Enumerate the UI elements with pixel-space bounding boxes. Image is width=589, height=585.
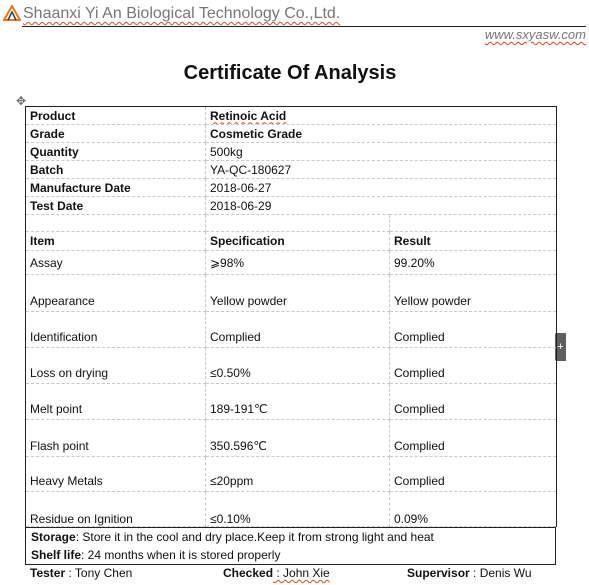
cell-item: Residue on Ignition [26, 492, 206, 527]
spacer-row [26, 215, 557, 232]
info-label: Batch [26, 161, 206, 179]
document-header [0, 0, 589, 52]
cell-result: 99.20% [390, 251, 557, 275]
cell-spec: ≤20ppm [206, 457, 390, 492]
page-title: Certificate Of Analysis [183, 62, 397, 84]
table-row [26, 384, 557, 420]
spacer-cell [206, 215, 390, 232]
cell-item: Flash point [26, 420, 206, 457]
expand-plus-icon[interactable]: + [555, 333, 566, 361]
shelf-life-text: : 24 months when it is stored properly [81, 548, 281, 562]
cell-spec: ⩾98% [206, 251, 390, 275]
cell-result: Complied [390, 348, 557, 384]
storage-note [31, 530, 434, 544]
checked-name: : John Xie [273, 566, 330, 580]
storage-label: Storage [31, 530, 76, 544]
shelf-life-label: Shelf life [31, 548, 82, 562]
info-row-manufacture-date [26, 179, 557, 197]
website-link[interactable]: www.sxyasw.com [484, 27, 586, 42]
cell-result: Complied [390, 384, 557, 420]
cell-item: Appearance [26, 275, 206, 312]
info-value: YA-QC-180627 [206, 161, 557, 179]
results-header-row [26, 232, 557, 251]
info-row-grade [26, 125, 557, 143]
cell-item: Identification [26, 312, 206, 348]
cell-result: Complied [390, 312, 557, 348]
company-name: Shaanxi Yi An Biological Technology Co.,Ltd. [23, 5, 341, 22]
info-label: Test Date [26, 197, 206, 215]
info-label: Product [26, 107, 206, 125]
col-header-item: Item [26, 232, 206, 251]
checked-signature [223, 566, 330, 580]
info-value: Retinoic Acid [206, 107, 557, 125]
cell-item: Loss on drying [26, 348, 206, 384]
spacer-cell [390, 215, 557, 232]
table-row [26, 251, 557, 275]
table-row [26, 348, 557, 384]
tester-signature [30, 566, 132, 580]
table-row [26, 457, 557, 492]
checked-label: Checked [223, 566, 274, 580]
move-handle-icon[interactable]: ✥ [15, 94, 27, 108]
info-label: Quantity [26, 143, 206, 161]
cell-spec: ≤0.10% [206, 492, 390, 527]
notes-box [25, 527, 556, 565]
storage-text: : Store it in the cool and dry place.Keep it from strong light and heat [75, 530, 434, 544]
supervisor-label: Supervisor [407, 566, 470, 580]
info-value: 2018-06-27 [206, 179, 557, 197]
cell-item: Heavy Metals [26, 457, 206, 492]
cell-spec: 350.596℃ [206, 420, 390, 457]
cell-spec: ≤0.50% [206, 348, 390, 384]
col-header-result: Result [390, 232, 557, 251]
table-row [26, 492, 557, 527]
tester-name: : Tony Chen [65, 566, 133, 580]
cell-result: Complied [390, 420, 557, 457]
cell-item: Melt point [26, 384, 206, 420]
cell-spec: Yellow powder [206, 275, 390, 312]
tester-label: Tester [30, 566, 66, 580]
cell-spec: Complied [206, 312, 390, 348]
info-row-batch [26, 161, 557, 179]
table-row [26, 312, 557, 348]
coa-table [25, 106, 557, 527]
cell-item: Assay [26, 251, 206, 275]
info-value: Cosmetic Grade [206, 125, 557, 143]
shelf-life-note [31, 548, 280, 562]
supervisor-name: : Denis Wu [469, 566, 532, 580]
info-value: 500kg [206, 143, 557, 161]
info-row-quantity [26, 143, 557, 161]
company-logo [3, 5, 21, 21]
col-header-specification: Specification [206, 232, 390, 251]
info-label: Grade [26, 125, 206, 143]
info-label: Manufacture Date [26, 179, 206, 197]
info-value: 2018-06-29 [206, 197, 557, 215]
cell-result: Yellow powder [390, 275, 557, 312]
spacer-cell [26, 215, 206, 232]
table-row [26, 275, 557, 312]
cell-spec: 189-191℃ [206, 384, 390, 420]
cell-result: 0.09% [390, 492, 557, 527]
info-row-test-date [26, 197, 557, 215]
supervisor-signature [407, 566, 532, 580]
cell-result: Complied [390, 457, 557, 492]
info-row-product [26, 107, 557, 125]
table-row [26, 420, 557, 457]
